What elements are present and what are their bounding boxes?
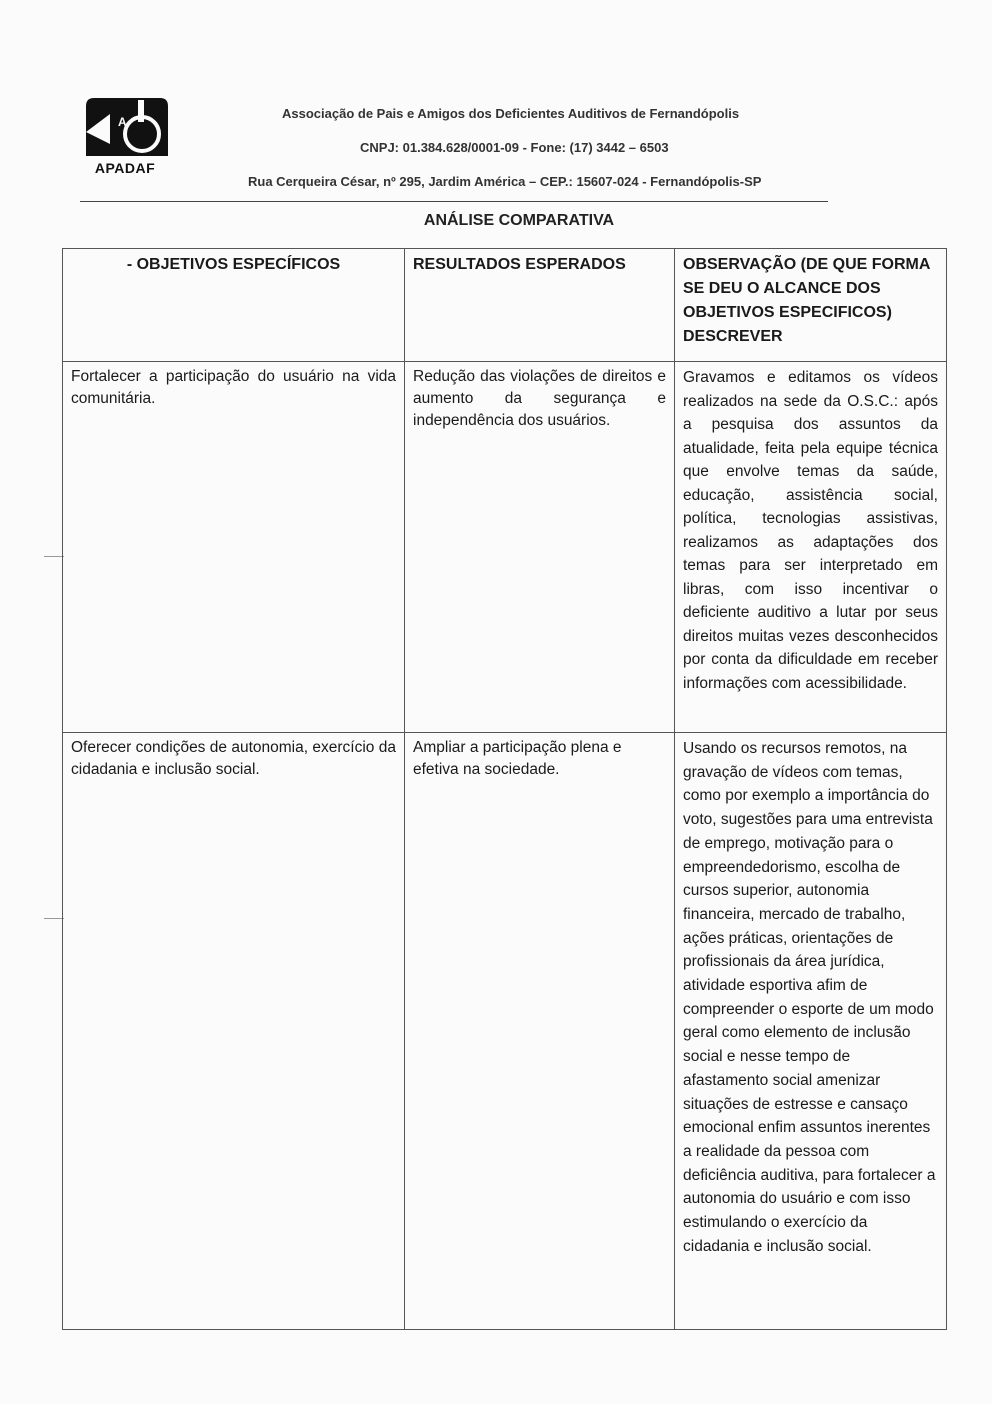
address: Rua Cerqueira César, nº 295, Jardim América – CEP.: 15607-024 - Fernandópolis-SP bbox=[248, 174, 762, 189]
ear-hand-logo-icon bbox=[80, 96, 170, 160]
column-header-observation: OBSERVAÇÃO (DE QUE FORMA SE DEU O ALCANCE DOS OBJETIVOS ESPECIFICOS) DESCREVER bbox=[675, 249, 947, 362]
objective-cell: Oferecer condições de autonomia, exercício da cidadania e inclusão social. bbox=[63, 733, 405, 1330]
column-header-objectives: - OBJETIVOS ESPECÍFICOS bbox=[63, 249, 405, 362]
comparative-analysis-table bbox=[62, 248, 947, 1330]
objective-cell: Fortalecer a participação do usuário na vida comunitária. bbox=[63, 362, 405, 733]
observation-cell: Gravamos e editamos os vídeos realizados na sede da O.S.C.: após a pesquisa dos assuntos da atualidade, feita pela equipe técnica que envolve temas da saúde, educação, assistência social, política, tecnologias assistivas, realizamos as adaptações dos temas para ser interpretado em libras, com isso incentivar o deficiente auditivo a lutar por seus direitos muitas vezes desconhecidos por conta da dificuldade em receber informações com acessibilidade. bbox=[675, 362, 947, 733]
header-divider bbox=[80, 201, 828, 202]
table-row bbox=[63, 362, 947, 733]
cnpj-phone: CNPJ: 01.384.628/0001-09 - Fone: (17) 3442 – 6503 bbox=[360, 140, 669, 155]
svg-text:A: A bbox=[118, 115, 127, 129]
document-title: ANÁLISE COMPARATIVA bbox=[423, 212, 615, 229]
expected-result-cell: Redução das violações de direitos e aumento da segurança e independência dos usuários. bbox=[405, 362, 675, 733]
column-header-expected-results: RESULTADOS ESPERADOS bbox=[405, 249, 675, 362]
logo-text: APADAF bbox=[94, 160, 156, 176]
apadaf-logo bbox=[80, 96, 170, 176]
observation-cell: Usando os recursos remotos, na gravação de vídeos com temas, como por exemplo a importância do voto, sugestões para uma entrevista de emprego, motivação para o empreendedorismo, escolha de cursos superior, autonomia financeira, mercado de trabalho, ações práticas, orientações de profissionais da área jurídica, atividade esportiva afim de compreender o esporte de um modo geral como elemento de inclusão social e nesse tempo de afastamento social amenizar situações de estresse e cansaço emocional enfim assuntos inerentes a realidade da pessoa com deficiência auditiva, para fortalecer a autonomia do usuário e com isso estimulando o exercício da cidadania e inclusão social. bbox=[675, 733, 947, 1330]
expected-result-cell: Ampliar a participação plena e efetiva na sociedade. bbox=[405, 733, 675, 1330]
organization-name: Associação de Pais e Amigos dos Deficientes Auditivos de Fernandópolis bbox=[282, 106, 740, 121]
table-header-row bbox=[63, 249, 947, 362]
margin-mark bbox=[44, 918, 64, 919]
table-row bbox=[63, 733, 947, 1330]
margin-mark bbox=[44, 556, 64, 557]
